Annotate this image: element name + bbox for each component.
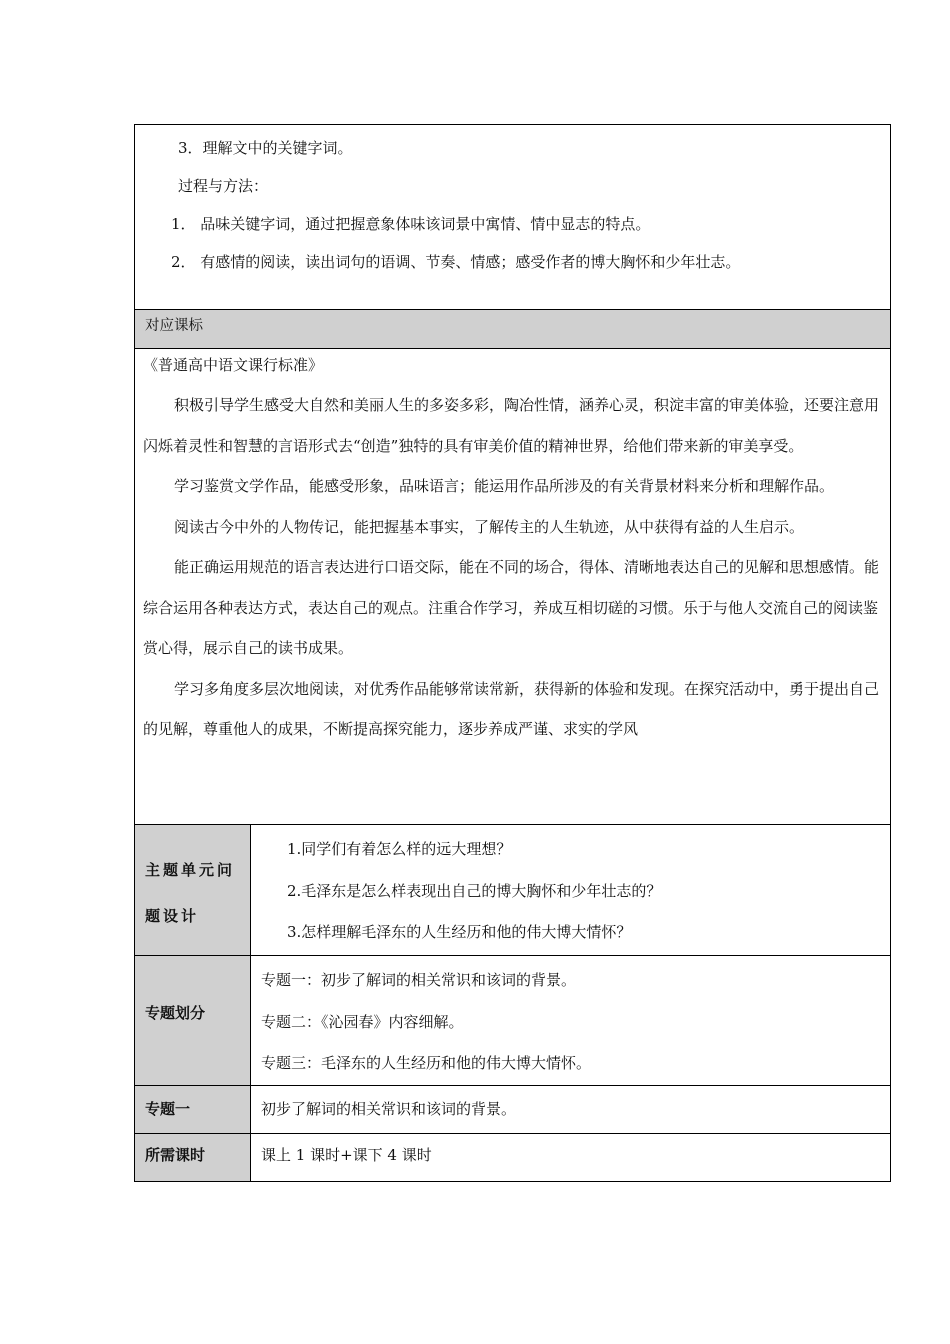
topics-content bbox=[251, 956, 890, 1085]
hours-row bbox=[135, 1133, 890, 1182]
topics-row bbox=[135, 955, 890, 1085]
topic-one-row bbox=[135, 1085, 890, 1133]
standard-paragraph: 学习多角度多层次地阅读，对优秀作品能够常读常新，获得新的体验和发现。在探究活动中，勇于提出自己的见解，尊重他人的成果，不断提高探究能力，逐步养成严谨、求实的学风 bbox=[143, 679, 880, 738]
standard-paragraph: 阅读古今中外的人物传记，能把握基本事实，了解传主的人生轨迹，从中获得有益的人生启示。 bbox=[174, 517, 805, 536]
lesson-plan-table bbox=[134, 124, 891, 1182]
topic-item: 专题二：《沁园春》内容细解。 bbox=[261, 1012, 464, 1031]
questions-label: 主题单元问题设计 bbox=[135, 825, 251, 955]
topic-item: 专题一：初步了解词的相关常识和该词的背景。 bbox=[261, 971, 577, 989]
standard-paragraph: 学习鉴赏文学作品，能感受形象，品味语言；能运用作品所涉及的有关背景材料来分析和理解作品。 bbox=[174, 477, 835, 495]
objective-line: 过程与方法： bbox=[178, 177, 269, 195]
questions-content bbox=[251, 825, 890, 955]
objective-line: 2． 有感情的阅读，读出词句的语调、节奏、情感；感受作者的博大胸怀和少年壮志。 bbox=[171, 253, 741, 271]
standard-cell bbox=[135, 348, 890, 824]
standard-paragraph: 能正确运用规范的语言表达进行口语交际，能在不同的场合，得体、清晰地表达自己的见解和思想感情。能综合运用各种表达方式，表达自己的观点。注重合作学习，养成互相切磋的习惯。乐于与他人交流自己的阅读鉴赏心得，展示自己的读书成果。 bbox=[143, 558, 880, 657]
hours-label: 所需课时 bbox=[135, 1134, 251, 1181]
topic-item: 专题三：毛泽东的人生经历和他的伟大博大情怀。 bbox=[261, 1054, 592, 1072]
topic-one-content: 初步了解词的相关常识和该词的背景。 bbox=[261, 1100, 517, 1118]
objective-line: 1． 品味关键字词，通过把握意象体味该词景中寓情、情中显志的特点。 bbox=[171, 215, 651, 233]
objectives-cell bbox=[135, 124, 890, 309]
standard-title: 《普通高中语文课行标准》 bbox=[143, 356, 324, 374]
questions-row bbox=[135, 824, 890, 955]
standard-header: 对应课标 bbox=[135, 309, 890, 348]
topics-label: 专题划分 bbox=[135, 956, 251, 1085]
topic-one-label: 专题一 bbox=[135, 1086, 251, 1133]
question-item: 3.怎样理解毛泽东的人生经历和他的伟大博大情怀？ bbox=[287, 923, 632, 941]
hours-content: 课上 1 课时+课下 4 课时 bbox=[261, 1146, 432, 1164]
standard-paragraph: 积极引导学生感受大自然和美丽人生的多姿多彩，陶冶性情，涵养心灵，积淀丰富的审美体验，还要注意用闪烁着灵性和智慧的言语形式去“创造”独特的具有审美价值的精神世界，给他们带来新的审美享受。 bbox=[143, 396, 880, 455]
objective-line: 3．理解文中的关键字词。 bbox=[178, 139, 353, 157]
question-item: 1.同学们有着怎么样的远大理想？ bbox=[287, 840, 512, 858]
question-item: 2.毛泽东是怎么样表现出自己的博大胸怀和少年壮志的？ bbox=[287, 881, 662, 900]
